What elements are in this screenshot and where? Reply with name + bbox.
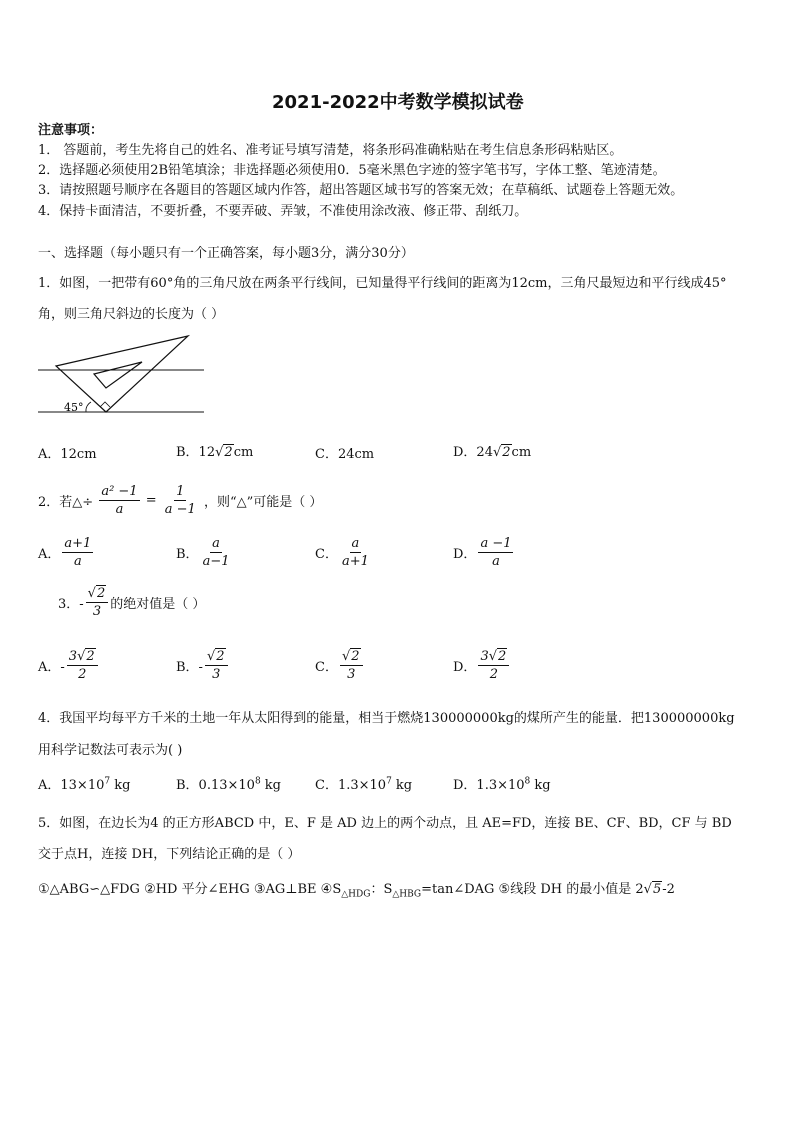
notice-heading: 注意事项： [38,123,104,138]
q4-text-line1: 4．我国平均每平方千米的土地一年从太阳得到的能量，相当于燃烧130000000kg的煤所产生的能量．把130000000kg [38,711,735,726]
q1-option-a[interactable]: A．12cm [38,447,97,462]
q4-option-a[interactable]: A．$13\times 10^7$ kg [38,776,131,793]
q1-option-b[interactable]: B．12√2cm [176,445,254,460]
q3-option-a[interactable]: A．- $\frac{3√2}{2}$ [38,648,100,683]
q1-triangle-figure [36,332,208,418]
q1-angle-label: 45° [64,401,84,414]
q3-option-c[interactable]: C． $\frac{√2}{3}$ [315,648,365,683]
q2-option-c[interactable]: C． $\frac{a}{a+1}$ [315,536,369,569]
page-title: 2021-2022中考数学模拟试卷 [272,92,524,113]
q1-text-line1: 1．如图，一把带有60°角的三角尺放在两条平行线间，已知量得平行线间的距离为12cm，三角尺最短边和平行线成45° [38,276,727,291]
q4-option-d[interactable]: D．$1.3\times 10^8$ kg [453,776,551,793]
q5-text-line2: 交于点H，连接 DH，下列结论正确的是（ ） [38,847,301,862]
notice-item-4: 4．保持卡面清洁，不要折叠，不要弄破、弄皱，不准使用涂改液、修正带、刮纸刀。 [38,204,528,219]
q4-option-b[interactable]: B．$0.13\times 10^8$ kg [176,776,282,793]
q4-option-c[interactable]: C．$1.3\times 10^7$ kg [315,776,413,793]
q1-option-d[interactable]: D．24√2cm [453,445,532,460]
notice-item-2: 2．选择题必须使用2B铅笔填涂；非选择题必须使用0．5毫米黑色字迹的签字笔书写，字体工整、笔迹清楚。 [38,163,666,178]
section-heading: 一、选择题（每小题只有一个正确答案，每小题3分，满分30分） [38,246,414,261]
q4-text-line2: 用科学记数法可表示为( ) [38,743,183,758]
q3-text: 3．- $\frac{√2}{3}$ 的绝对值是（ ） [58,586,206,619]
notice-item-3: 3．请按照题号顺序在各题目的答题区域内作答，超出答题区域书写的答案无效；在草稿纸、试题卷上答题无效。 [38,183,684,198]
notice-item-1: 1． 答题前，考生先将自己的姓名、准考证号填写清楚，将条形码准确粘贴在考生信息条形码粘贴区。 [38,143,623,158]
q3-option-b[interactable]: B．- $\frac{√2}{3}$ [176,648,230,683]
q5-text-line1: 5．如图，在边长为4 的正方形ABCD 中，E、F 是 AD 边上的两个动点，且 AE=FD，连接 BE、CF、BD，CF 与 BD [38,816,732,831]
q2-option-a[interactable]: A． $\frac{a+1}{a}$ [38,536,92,569]
q2-option-b[interactable]: B． $\frac{a}{a-1}$ [176,536,230,569]
q1-text-line2: 角，则三角尺斜边的长度为（ ） [38,307,225,322]
q2-option-d[interactable]: D． $\frac{a -1}{a}$ [453,536,512,569]
q3-option-d[interactable]: D． $\frac{3√2}{2}$ [453,648,511,683]
q5-conclusions: ①△ABG∽△FDG ②HD 平分∠EHG ③AG⊥BE $④S_{\triangle HDG}$：$S_{\triangle HBG}=\tan\angle DAG$ ⑤线段 DH 的最小值是 2√5-2 [38,882,675,900]
q2-text: 2．若△÷ $\frac{\text{a² −1}}{a}$ = $\frac{1}{a -1}$ ，则“△”可能是（ ） [38,484,323,517]
q1-option-c[interactable]: C．24cm [315,447,375,462]
